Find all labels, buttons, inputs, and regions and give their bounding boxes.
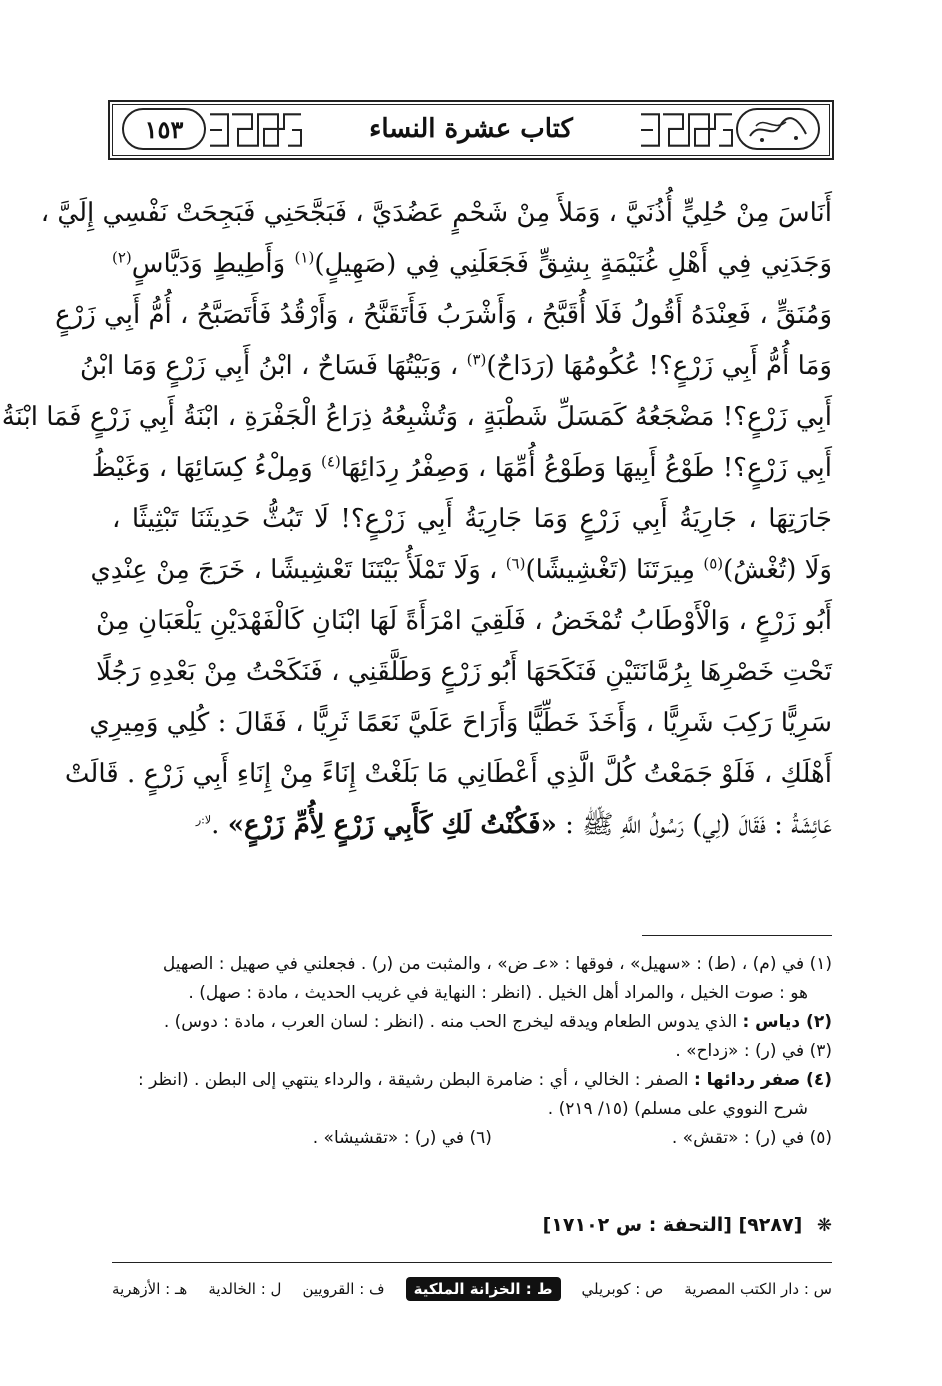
text-line-13-end: . bbox=[211, 810, 220, 840]
footnote-separator bbox=[642, 935, 832, 936]
key-item-s: س : دار الكتب المصرية bbox=[684, 1280, 832, 1298]
footnote-2 bbox=[112, 1008, 832, 1037]
footnote-2-body: الذي يدوس الطعام ويدقه ليخرج الحب منه . (انظر : لسان العرب ، مادة : دوس) . bbox=[163, 1012, 738, 1032]
text-line-2-start: وَجَدَنِي فِي أَهْلِ غُنَيْمَةٍ بِشِقٍّ فَجَعَلَنِي فِي (صَهِيلٍ) bbox=[314, 249, 833, 279]
variant-marker: لا:ر bbox=[195, 813, 212, 827]
text-line-8-end: ، وَلَا تَمْلَأُ بَيْتَنَا تَعْشِيشًا ، خَرَجَ مِنْ عِنْدِي bbox=[90, 555, 498, 585]
prophet-quote: «فَكُنْتُ لَكِ كَأَبِي زَرْعٍ لِأُمِّ زَرْعٍ» bbox=[227, 810, 557, 840]
hadith-reference bbox=[112, 1214, 832, 1236]
text-line-6-start: أَبِي زَرْعٍ؟! طَوْعُ أَبِيهَا وَطَوْعُ أُمِّهَا ، وَصِفْرُ رِدَائِهَا bbox=[340, 453, 832, 483]
footnote-5: (٥) في (ر) : «تقش» . bbox=[671, 1128, 832, 1148]
key-item-ha: هـ : الأزهرية bbox=[112, 1280, 188, 1298]
text-line-8-start: وَلَا (تُغْشُ) bbox=[723, 555, 832, 585]
text-line-6 bbox=[91, 443, 832, 494]
footnote-ref-4: (٤) bbox=[320, 452, 341, 471]
footnote-2-head: (٢) دياس : bbox=[742, 1012, 832, 1032]
footnote-ref-3: (٣) bbox=[466, 350, 487, 369]
page-number: ١٥٣ bbox=[122, 108, 206, 150]
page-header bbox=[108, 100, 834, 160]
text-line-4-end: ، وَبَيْتُهَا فَسَاحٌ ، ابْنُ أَبِي زَرْعٍ وَمَا ابْنُ bbox=[80, 351, 459, 381]
text-line-4-start: وَمَا أُمُّ أَبِي زَرْعٍ؟! عُكُومُهَا (رَدَاحٌ) bbox=[486, 351, 832, 381]
footnotes bbox=[112, 950, 832, 1153]
chapter-title: كتاب عشرة النساء bbox=[369, 114, 573, 144]
main-text bbox=[1, 188, 833, 851]
footnote-4-head: (٤) صفر ردائها : bbox=[693, 1070, 832, 1090]
text-line-1: أَنَاسَ مِنْ حُلِيٍّ أُذُنَيَّ ، وَمَلأَ مِنْ شَحْمٍ عَضُدَيَّ ، فَبَجَّحَنِي فَبَجِحَتْ نَفْسِي إِلَيَّ ، bbox=[40, 198, 832, 228]
footnote-ref-2: (٢) bbox=[112, 248, 132, 267]
footnote-6: (٦) في (ر) : «تقشيشا» . bbox=[312, 1128, 492, 1148]
footnote-1-line-1: (١) في (م) ، (ط) : «سهيل» ، فوقها : «عـ ض» ، والمثبت من (ر) . فجعلني في صهيل : الصهيل bbox=[162, 954, 832, 974]
footnote-ref-1: (١) bbox=[294, 248, 315, 267]
bottom-separator bbox=[112, 1262, 832, 1263]
book-logo-icon bbox=[746, 114, 810, 144]
text-line-8 bbox=[90, 545, 832, 596]
footnote-4-line-2: شرح النووي على مسلم) (١٥/ ٢١٩) . bbox=[547, 1099, 808, 1119]
right-ornament-icon bbox=[639, 108, 734, 152]
text-line-11: سَرِيًّا رَكِبَ شَرِيًّا ، وَأَخَذَ خَطِّيًّا وَأَرَاحَ عَلَيَّ نَعَمًا ثَرِيًّا ، فَقَالَ : كُلِي وَمِيرِي bbox=[89, 708, 832, 738]
book-logo bbox=[736, 108, 820, 150]
text-line-8-mid: مِيرَتَنَا (تَغْشِيشًا) bbox=[525, 555, 696, 585]
key-item-fa: ف : القرويين bbox=[302, 1280, 385, 1298]
footnote-ref-6: (٦) bbox=[505, 554, 526, 573]
star-icon: ❋ bbox=[816, 1215, 832, 1236]
key-item-ta: ط : الخزانة الملكية bbox=[406, 1277, 561, 1301]
footnote-ref-5: (٥) bbox=[703, 554, 724, 573]
text-line-10: تَحْتِ خَصْرِهَا بِرُمَّانَتَيْنِ فَنَكَحَهَا أَبُو زَرْعٍ وَطَلَّقَنِي ، فَنَكَحْتُ مِنْ بَعْدِهِ رَجُلًا bbox=[96, 657, 832, 687]
key-item-lam: ل : الخالدية bbox=[208, 1280, 282, 1298]
left-ornament-icon bbox=[208, 108, 303, 152]
manuscript-key bbox=[112, 1272, 832, 1306]
footnote-1-line-2: هو : صوت الخيل ، والمراد أهل الخيل . (انظر : النهاية في غريب الحديث ، مادة : صهل) . bbox=[188, 983, 808, 1003]
text-line-13 bbox=[112, 800, 832, 851]
text-line-6-end: وَمِلْءُ كِسَائِهَا ، وَغَيْظُ bbox=[91, 453, 313, 483]
text-line-2 bbox=[112, 239, 832, 290]
footnotes-5-6 bbox=[112, 1124, 832, 1153]
text-line-12: أَهْلَكِ ، فَلَوْ جَمَعْتُ كُلَّ الَّذِي أَعْطَانِي مَا بَلَغْتْ إِنَاءً مِنْ إِنَاءِ أَبِي زَرْعٍ . قَالَتْ bbox=[64, 759, 832, 789]
footnote-4 bbox=[112, 1066, 832, 1124]
text-line-4 bbox=[80, 341, 832, 392]
text-line-5: أَبِي زَرْعٍ؟! مَضْجَعُهُ كَمَسَلِّ شَطْبَةٍ ، وَتُشْبِعُهُ ذِرَاعُ الْجَفْرَةِ ، ابْنَةُ أَبِي زَرْعٍ فَمَا ابْنَةُ bbox=[1, 402, 832, 432]
text-line-13-start: عَائِشَةُ : فَقَالَ (لِي) رَسُولُ اللَّهِ ﷺ : bbox=[565, 810, 832, 840]
reference-text: [٩٢٨٧] [التحفة : س ١٧١٠٢] bbox=[542, 1214, 803, 1236]
text-line-9: أَبُو زَرْعٍ ، وَالْأَوْطَابُ تُمْخَضُ ، فَلَقِيَ امْرَأَةً لَهَا ابْنَانِ كَالْفَهْدَيْنِ يَلْعَبَانِ مِنْ bbox=[96, 606, 832, 636]
text-line-2-end: وَأَطِيطٍ وَدَيَّاسٍ bbox=[131, 249, 286, 279]
footnote-1 bbox=[112, 950, 832, 1008]
text-line-7: جَارَتِهَا ، جَارِيَةُ أَبِي زَرْعٍ وَمَا جَارِيَةُ أَبِي زَرْعٍ؟! لَا تَبُثُّ حَدِيثَنَا تَبْثِيثًا ، bbox=[112, 504, 832, 534]
text-line-3: وَمُنَقٍّ ، فَعِنْدَهُ أَقُولُ فَلَا أُقَبَّحُ ، وَأَشْرَبُ فَأَتَقَنَّحُ ، وَأَرْقُدُ فَأَتَصَبَّحُ ، أُمُّ أَبِي زَرْعٍ bbox=[55, 300, 832, 330]
key-item-sad: ص : كوبريلي bbox=[581, 1280, 664, 1298]
footnote-4-body: الصفر : الخالي ، أي : ضامرة البطن رشيقة ، والرداء ينتهي إلى البطن . (انظر : bbox=[138, 1070, 689, 1090]
footnote-3: (٣) في (ر) : «زداح» . bbox=[675, 1041, 832, 1061]
